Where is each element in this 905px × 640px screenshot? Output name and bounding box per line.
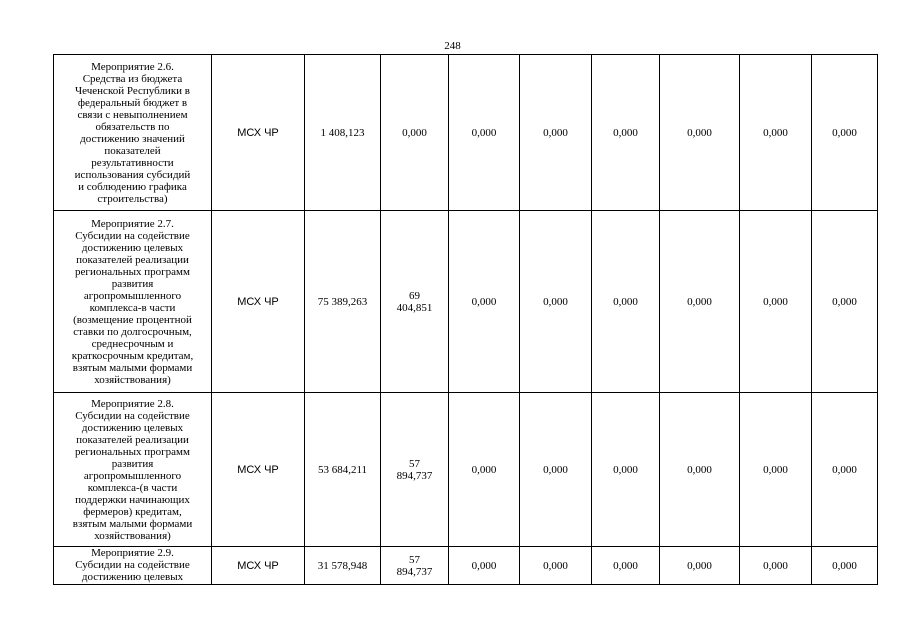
value-cell: 0,000 [660, 547, 740, 585]
value-cell: 75 389,263 [305, 211, 381, 393]
measure-name-cell: Мероприятие 2.7. Субсидии на содействие достижению целевых показателей реализации региональных программ развития агропромышленного комплекса-в части (возмещение процентной ставки по долгосрочным, среднесрочным и краткосрочным кредитам, взятым малыми формами хозяйствования) [54, 211, 212, 393]
value-cell: 57 894,737 [381, 393, 449, 547]
value-cell: 0,000 [740, 211, 812, 393]
value-cell: 69 404,851 [381, 211, 449, 393]
executor-cell: МСХ ЧР [212, 547, 305, 585]
value-cell: 0,000 [812, 547, 878, 585]
value-cell: 0,000 [740, 547, 812, 585]
value-cell: 0,000 [812, 393, 878, 547]
value-cell: 0,000 [449, 547, 520, 585]
value-cell: 0,000 [520, 211, 592, 393]
budget-table [53, 54, 878, 585]
executor-cell: МСХ ЧР [212, 55, 305, 211]
value-cell: 0,000 [520, 55, 592, 211]
value-cell: 53 684,211 [305, 393, 381, 547]
value-cell: 0,000 [660, 55, 740, 211]
value-cell: 0,000 [740, 55, 812, 211]
value-cell: 1 408,123 [305, 55, 381, 211]
value-cell: 0,000 [660, 393, 740, 547]
value-cell: 0,000 [449, 211, 520, 393]
value-cell: 0,000 [740, 393, 812, 547]
table-row [54, 547, 878, 585]
value-cell: 0,000 [449, 393, 520, 547]
executor-cell: МСХ ЧР [212, 211, 305, 393]
value-cell: 0,000 [592, 55, 660, 211]
table-row [54, 393, 878, 547]
table-row [54, 211, 878, 393]
value-cell: 31 578,948 [305, 547, 381, 585]
value-cell: 0,000 [812, 55, 878, 211]
value-cell: 0,000 [520, 393, 592, 547]
value-cell: 0,000 [592, 547, 660, 585]
value-cell: 0,000 [592, 211, 660, 393]
value-cell: 0,000 [660, 211, 740, 393]
value-cell: 0,000 [520, 547, 592, 585]
value-cell: 0,000 [381, 55, 449, 211]
value-cell: 0,000 [449, 55, 520, 211]
page-number: 248 [444, 40, 461, 52]
measure-name-cell: Мероприятие 2.6. Средства из бюджета Чеченской Республики в федеральный бюджет в связи с невыполнением обязательств по достижению значений показателей результативности использования субсидий и соблюдению графика строительства) [54, 55, 212, 211]
value-cell: 0,000 [812, 211, 878, 393]
value-cell: 57 894,737 [381, 547, 449, 585]
value-cell: 0,000 [592, 393, 660, 547]
measure-name-cell: Мероприятие 2.9. Субсидии на содействие достижению целевых [54, 547, 212, 585]
measure-name-cell: Мероприятие 2.8. Субсидии на содействие достижению целевых показателей реализации региональных программ развития агропромышленного комплекса-(в части поддержки начинающих фермеров) кредитам, взятым малыми формами хозяйствования) [54, 393, 212, 547]
table-row [54, 55, 878, 211]
executor-cell: МСХ ЧР [212, 393, 305, 547]
